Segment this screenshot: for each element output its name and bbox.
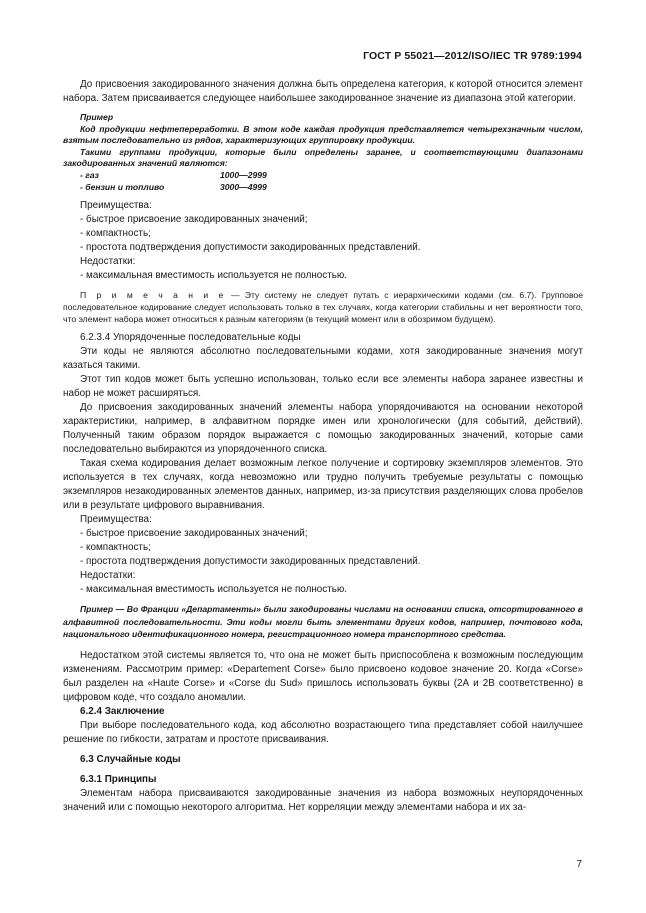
paragraph-category: До присвоения закодированного значения должна быть определена категория, к которой относится элемент набора. Затем присваивается следующее наибольшее закодированное значение из диапазона этой категории.	[63, 79, 583, 104]
paragraph: До присвоения закодированных значений элементы набора упорядочиваются на основании некоторой характеристики, например, в алфавитном порядке имен или хронологически (для событий, действий). Полученный таким образом порядок выражается с помощью закодированных значений, которые сами последовательно выбираются из упорядоченного списка.	[63, 402, 583, 456]
document-header: ГОСТ Р 55021—2012/ISO/IEC TR 9789:1994	[363, 50, 582, 62]
disadvantages-label: Недостатки:	[80, 256, 136, 268]
note-label: П р и м е ч а н и е	[80, 290, 226, 301]
list-item: - компактность;	[80, 228, 151, 240]
example-row-name: - бензин и топливо	[80, 181, 165, 192]
paragraph: Эти коды не являются абсолютно последовательными кодами, хотя закодированные значения могут казаться такими.	[63, 346, 583, 372]
note-paragraph	[63, 289, 583, 325]
section-title: 6.2.4 Заключение	[80, 705, 165, 717]
note-text: — Эту систему не следует путать с иерархическими кодами (см. 6.7). Групповое последовательное кодирование следует использовать только в тех случаях, когда категории стабильны и нет вероятности того, что элемент набора может относиться к разным категориям (в текущий момент или в обозримом будущем).	[63, 290, 583, 325]
paragraph: Такая схема кодирования делает возможным легкое получение и сортировку экземпляров элементов. Это используется в тех случаях, когда невозможно или трудно получить требуемые результаты с помощью экземпляров незакодированных элементов данных, например, из-за присутствия разделяющих слова пробелов или в результате цифрового выравнивания.	[63, 458, 583, 512]
example-row	[63, 170, 583, 182]
advantages-label: Преимущества:	[80, 514, 152, 526]
disadvantages-label: Недостатки:	[80, 570, 136, 582]
example-row-name: - газ	[80, 169, 99, 180]
list-item: - простота подтверждения допустимости закодированных представлений.	[80, 242, 421, 254]
page-number: 7	[576, 859, 582, 870]
example-label: Пример	[80, 112, 114, 122]
example-petroleum	[63, 112, 583, 193]
example-text: Пример — Во Франции «Департаменты» были закодированы числами на основании списка, отсортированного в алфавитной последовательности. Эти коды могли быть элементами других кодов, например, почтового кода, национального идентификационного номера, регистрационного номера транспортного средства.	[63, 604, 583, 640]
list-item: - быстрое присвоение закодированных значений;	[80, 214, 308, 226]
paragraph: Недостатком этой системы является то, что она не может быть приспособлена к возможным последующим изменениям. Рассмотрим пример: «Departement Corse» было присвоено кодовое значение 20. Когда «Corse» был разделен на «Haute Corse» и «Corse du Sud» пришлось использовать буквы (2А и 2В соответственно) в цифровом коде, что создало аномалии.	[63, 649, 583, 703]
section-title: 6.2.3.4 Упорядоченные последовательные коды	[80, 332, 301, 344]
advantages-label: Преимущества:	[80, 200, 152, 212]
section-title: 6.3.1 Принципы	[80, 773, 157, 785]
example-text: Такими группами продукции, которые были определены заранее, и соответствующими диапазонами закодированных значений являются:	[63, 146, 583, 169]
list-item: - быстрое присвоение закодированных значений;	[80, 528, 308, 540]
list-item: - максимальная вместимость используется не полностью.	[80, 584, 348, 596]
example-france	[63, 603, 583, 641]
list-item: - максимальная вместимость используется не полностью.	[80, 270, 348, 282]
paragraph: Элементам набора присваиваются закодированные значения из набора возможных неупорядоченных значений или с помощью некоторого алгоритма. Нет корреляции между элементами набора и их за-	[63, 787, 583, 813]
list-item: - простота подтверждения допустимости закодированных представлений.	[80, 556, 421, 568]
pros-cons-list	[63, 199, 583, 283]
example-row-range: 1000—2999	[220, 169, 267, 180]
example-row-range: 3000—4999	[220, 181, 267, 192]
paragraph: Этот тип кодов может быть успешно использован, только если все элементы набора заранее известны и набор не может расширяться.	[63, 374, 583, 400]
example-text: Код продукции нефтепереработки. В этом коде каждая продукция представляется четырехзначным числом, взятым последовательно из рядов, характеризующих группировку продукции.	[63, 123, 583, 146]
pros-cons-list	[63, 513, 583, 597]
paragraph: При выборе последовательного кода, код абсолютно возрастающего типа представляет собой наилучшее решение по гибкости, затратам и простоте присваивания.	[63, 719, 583, 745]
example-row	[63, 182, 583, 194]
list-item: - компактность;	[80, 542, 151, 554]
page-body	[63, 78, 583, 815]
section-title: 6.3 Случайные коды	[80, 753, 181, 765]
